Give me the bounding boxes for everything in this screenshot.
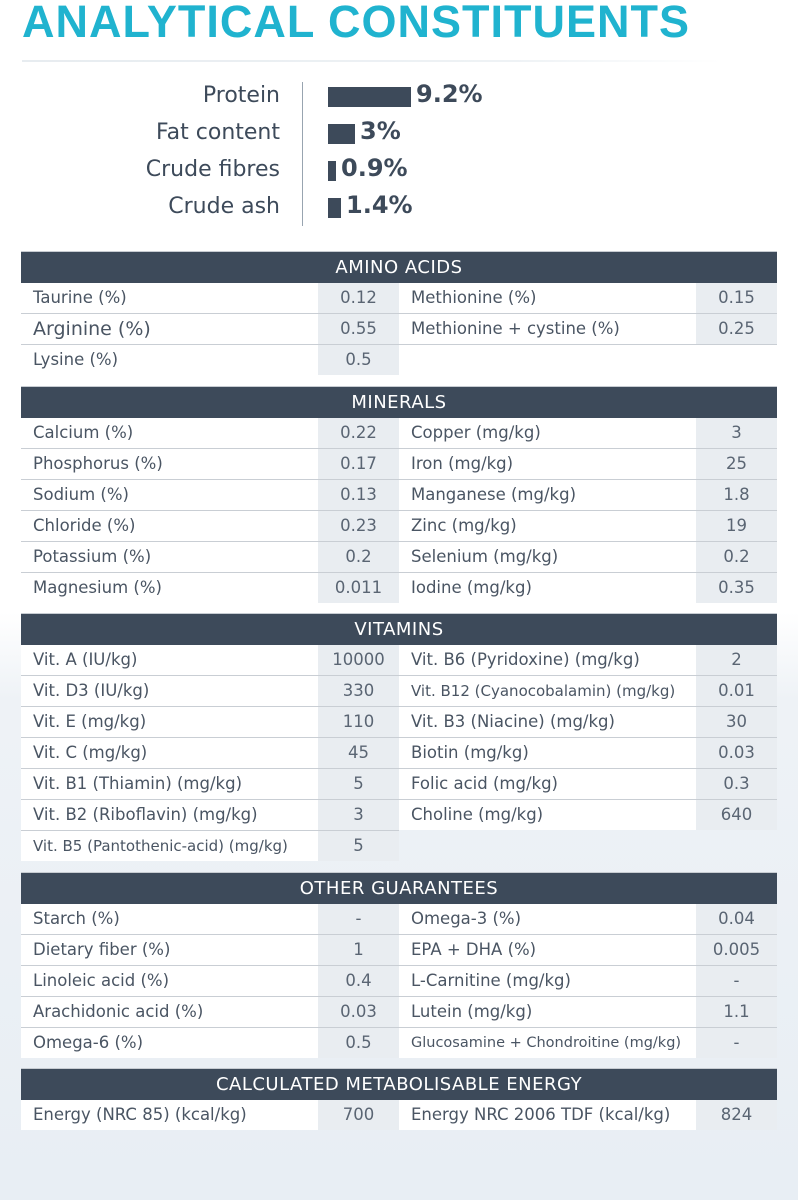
nutrient-value: 0.22: [318, 418, 399, 448]
nutrient-label: Vit. B3 (Niacine) (mg/kg): [399, 707, 696, 737]
table-row: [21, 997, 777, 1028]
nutrient-value: 330: [318, 676, 399, 706]
nutrient-value: 25: [696, 449, 777, 479]
nutrient-label: Selenium (mg/kg): [399, 542, 696, 572]
constituent-row: [0, 152, 798, 189]
nutrient-value: 5: [318, 769, 399, 799]
nutrient-value: 2: [696, 645, 777, 675]
nutrient-label: Vit. C (mg/kg): [21, 738, 318, 768]
table-row: [21, 314, 777, 345]
nutrient-label: Vit. B1 (Thiamin) (mg/kg): [21, 769, 318, 799]
nutrient-label: Vit. B12 (Cyanocobalamin) (mg/kg): [399, 676, 696, 706]
nutrient-value: 0.4: [318, 966, 399, 996]
constituent-value: 0.9%: [341, 154, 408, 182]
nutrient-label: Omega-6 (%): [21, 1028, 318, 1058]
table-row: [21, 345, 777, 376]
section-header: VITAMINS: [21, 613, 777, 645]
nutrient-label: Chloride (%): [21, 511, 318, 541]
nutrient-label: Manganese (mg/kg): [399, 480, 696, 510]
nutrient-value: 3: [318, 800, 399, 830]
nutrient-label: L-Carnitine (mg/kg): [399, 966, 696, 996]
nutrient-label: Glucosamine + Chondroitine (mg/kg): [399, 1028, 696, 1058]
nutrient-label: Biotin (mg/kg): [399, 738, 696, 768]
nutrient-label: Lysine (%): [21, 345, 318, 375]
table-row: [21, 707, 777, 738]
title-divider: [22, 60, 722, 62]
nutrient-label: Phosphorus (%): [21, 449, 318, 479]
table-row: [21, 966, 777, 997]
nutrient-value: 0.3: [696, 769, 777, 799]
nutrient-label: Copper (mg/kg): [399, 418, 696, 448]
energy-section: [21, 1068, 777, 1131]
table-row: [21, 645, 777, 676]
table-row: [21, 831, 777, 862]
nutrient-value: 0.5: [318, 345, 399, 375]
nutrient-value: 0.2: [696, 542, 777, 572]
section-header: MINERALS: [21, 386, 777, 418]
nutrient-label: Linoleic acid (%): [21, 966, 318, 996]
table-row: [21, 418, 777, 449]
table-row: [21, 511, 777, 542]
nutrient-value: 0.12: [318, 283, 399, 313]
nutrient-label: Energy NRC 2006 TDF (kcal/kg): [399, 1100, 696, 1130]
nutrient-value: 0.5: [318, 1028, 399, 1058]
nutrient-value: 0.005: [696, 935, 777, 965]
section-header: AMINO ACIDS: [21, 251, 777, 283]
table-row: [21, 935, 777, 966]
nutrient-value: 10000: [318, 645, 399, 675]
nutrient-value: 110: [318, 707, 399, 737]
constituent-row: [0, 78, 798, 115]
nutrient-label: Vit. B5 (Pantothenic-acid) (mg/kg): [21, 831, 318, 861]
nutrient-label: Vit. A (IU/kg): [21, 645, 318, 675]
constituents-chart: [0, 76, 798, 228]
nutrient-value: 1: [318, 935, 399, 965]
nutrient-value: 0.04: [696, 904, 777, 934]
constituent-label: Fat content: [156, 120, 280, 145]
constituent-bar: [328, 198, 341, 218]
section-header: CALCULATED METABOLISABLE ENERGY: [21, 1068, 777, 1100]
nutrient-label: Iron (mg/kg): [399, 449, 696, 479]
nutrient-label: Starch (%): [21, 904, 318, 934]
nutrient-value: -: [696, 1028, 777, 1058]
nutrient-value: 19: [696, 511, 777, 541]
nutrient-value: 700: [318, 1100, 399, 1130]
nutrient-label: Dietary fiber (%): [21, 935, 318, 965]
nutrient-value: 30: [696, 707, 777, 737]
constituent-bar: [328, 161, 336, 181]
constituent-bar: [328, 87, 411, 107]
nutrient-label: Methionine (%): [399, 283, 696, 313]
constituent-label: Crude ash: [168, 194, 280, 219]
constituent-value: 1.4%: [346, 191, 413, 219]
table-row: [21, 676, 777, 707]
vitamins-section: [21, 613, 777, 862]
nutrient-label: Omega-3 (%): [399, 904, 696, 934]
page-title: ANALYTICAL CONSTITUENTS: [22, 0, 691, 47]
table-row: [21, 542, 777, 573]
constituent-value: 3%: [360, 117, 401, 145]
nutrient-value: 3: [696, 418, 777, 448]
nutrient-label: Zinc (mg/kg): [399, 511, 696, 541]
nutrient-value: 640: [696, 800, 777, 830]
nutrient-value: 0.13: [318, 480, 399, 510]
nutrient-value: 45: [318, 738, 399, 768]
constituent-bar: [328, 124, 355, 144]
nutrient-label: Potassium (%): [21, 542, 318, 572]
table-row: [21, 480, 777, 511]
nutrient-label: Vit. E (mg/kg): [21, 707, 318, 737]
constituent-label: Protein: [202, 83, 280, 108]
nutrient-value: 5: [318, 831, 399, 861]
nutrient-value: 0.03: [318, 997, 399, 1027]
nutrient-label: Magnesium (%): [21, 573, 318, 603]
nutrient-label: Energy (NRC 85) (kcal/kg): [21, 1100, 318, 1130]
table-row: [21, 800, 777, 831]
nutrient-value: 0.01: [696, 676, 777, 706]
nutrient-value: 0.03: [696, 738, 777, 768]
nutrient-value: 824: [696, 1100, 777, 1130]
nutrient-label: Methionine + cystine (%): [399, 314, 696, 344]
nutrient-value: 0.35: [696, 573, 777, 603]
nutrient-value: 0.25: [696, 314, 777, 344]
nutrient-label: Sodium (%): [21, 480, 318, 510]
nutrient-value: 0.2: [318, 542, 399, 572]
nutrient-label: Vit. B6 (Pyridoxine) (mg/kg): [399, 645, 696, 675]
nutrient-value: 1.8: [696, 480, 777, 510]
nutrient-label: Vit. B2 (Riboflavin) (mg/kg): [21, 800, 318, 830]
constituent-label: Crude fibres: [145, 157, 280, 182]
constituent-row: [0, 115, 798, 152]
table-row: [21, 449, 777, 480]
nutrient-label: Calcium (%): [21, 418, 318, 448]
nutrient-label: EPA + DHA (%): [399, 935, 696, 965]
table-row: [21, 904, 777, 935]
nutrient-label: Iodine (mg/kg): [399, 573, 696, 603]
nutrient-label: Taurine (%): [21, 283, 318, 313]
nutrient-value: -: [696, 966, 777, 996]
minerals-section: [21, 386, 777, 604]
constituent-value: 9.2%: [416, 80, 483, 108]
table-row: [21, 738, 777, 769]
table-row: [21, 573, 777, 604]
constituent-row: [0, 189, 798, 226]
nutrient-value: 0.011: [318, 573, 399, 603]
nutrient-label: Folic acid (mg/kg): [399, 769, 696, 799]
nutrient-label: Arachidonic acid (%): [21, 997, 318, 1027]
nutrient-value: 0.15: [696, 283, 777, 313]
section-header: OTHER GUARANTEES: [21, 872, 777, 904]
nutrient-value: 0.55: [318, 314, 399, 344]
nutrient-label: Vit. D3 (IU/kg): [21, 676, 318, 706]
nutrient-label: Choline (mg/kg): [399, 800, 696, 830]
nutrient-value: 0.23: [318, 511, 399, 541]
nutrient-label: Arginine (%): [21, 314, 318, 344]
table-row: [21, 1028, 777, 1059]
amino-acids-section: [21, 251, 777, 376]
nutrient-value: 0.17: [318, 449, 399, 479]
other-guarantees-section: [21, 872, 777, 1059]
nutrient-value: 1.1: [696, 997, 777, 1027]
table-row: [21, 769, 777, 800]
table-row: [21, 283, 777, 314]
nutrient-value: -: [318, 904, 399, 934]
nutrient-label: Lutein (mg/kg): [399, 997, 696, 1027]
table-row: [21, 1100, 777, 1131]
